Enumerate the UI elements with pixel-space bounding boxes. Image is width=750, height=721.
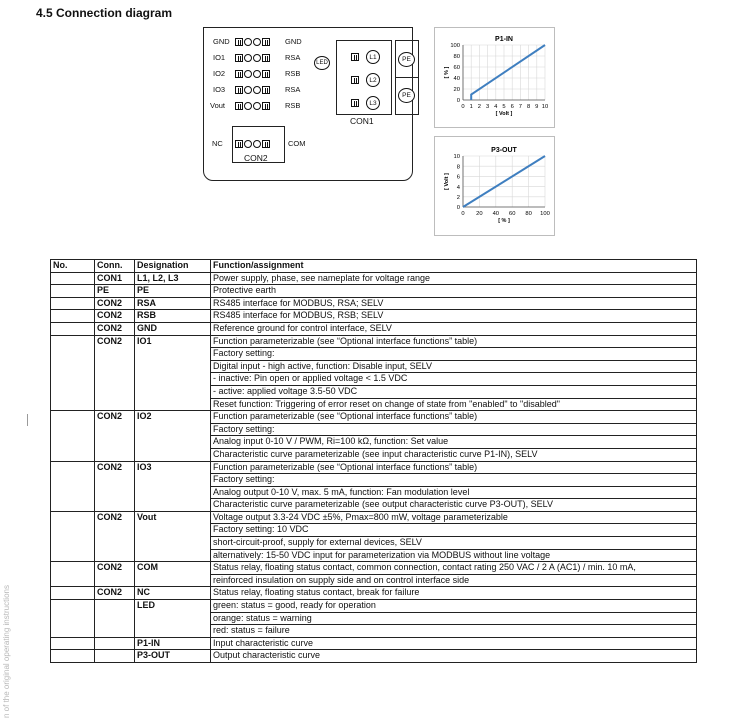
pe-terminal-bottom: PE: [398, 88, 415, 103]
con2-label: CON2: [244, 153, 268, 163]
function-line: Function parameterizable (see “Optional interface functions” table): [213, 335, 478, 346]
function-line: Status relay, floating status contact, break for failure: [213, 587, 420, 598]
cell-function: [211, 411, 697, 461]
cell-designation: NC: [135, 587, 211, 600]
margin-mark: [27, 414, 28, 426]
table-row: [51, 587, 697, 600]
cell-conn: CON2: [95, 322, 135, 335]
pin-label-left: GND: [213, 37, 230, 46]
cell-designation: P3-OUT: [135, 650, 211, 663]
cell-designation: P1-IN: [135, 637, 211, 650]
function-line: Factory setting:: [211, 473, 696, 486]
function-line: Power supply, phase, see nameplate for voltage range: [213, 272, 430, 283]
table-row: [51, 600, 697, 638]
y-tick-label: 8: [456, 164, 460, 171]
function-line: Reference ground for control interface, SELV: [213, 322, 392, 333]
y-tick-label: 20: [453, 87, 460, 94]
y-tick-label: 40: [453, 76, 460, 83]
table-header-row: [51, 260, 697, 273]
function-line: green: status = good, ready for operation: [213, 600, 376, 611]
table-body: [51, 272, 697, 662]
cell-no: [51, 562, 95, 587]
function-line: - active: applied voltage 3.5-50 VDC: [211, 385, 696, 398]
cell-conn: CON2: [95, 335, 135, 411]
function-line: Function parameterizable (see “Optional interface functions” table): [213, 461, 478, 472]
cell-no: [51, 637, 95, 650]
p3-out-chart-svg: [435, 137, 554, 235]
cell-no: [51, 335, 95, 411]
y-axis-label: [ % ]: [444, 66, 450, 79]
con1-box: [336, 40, 392, 115]
table-row: [51, 511, 697, 561]
cell-function: [211, 587, 697, 600]
pin-row: [235, 37, 270, 47]
cell-designation: PE: [135, 285, 211, 298]
pin-label-left: IO1: [213, 53, 226, 62]
cell-function: [211, 461, 697, 511]
cell-no: [51, 272, 95, 285]
nc-label: NC: [212, 139, 223, 148]
cell-function: [211, 562, 697, 587]
x-tick-label: 2: [477, 104, 482, 110]
cell-no: [51, 600, 95, 638]
col-header-no: No.: [51, 260, 95, 273]
cell-no: [51, 322, 95, 335]
x-axis-label: [ Volt ]: [495, 111, 513, 117]
function-line: Function parameterizable (see “Optional interface functions” table): [213, 411, 478, 422]
terminal-l1: L1: [366, 50, 380, 64]
x-tick-label: 8: [526, 104, 531, 110]
section-heading: 4.5 Connection diagram: [36, 6, 173, 20]
cell-conn: CON2: [95, 411, 135, 461]
function-line: RS485 interface for MODBUS, RSB; SELV: [213, 310, 384, 321]
table-row: [51, 461, 697, 511]
y-tick-label: 0: [456, 205, 460, 212]
cell-conn: PE: [95, 285, 135, 298]
function-line: red: status = failure: [211, 624, 696, 637]
table-row: [51, 310, 697, 323]
x-tick-label: 100: [540, 211, 550, 217]
terminal-l3: L3: [366, 96, 380, 110]
function-line: Voltage output 3.3-24 VDC ±5%, Pmax=800 mW, voltage parameterizable: [213, 511, 508, 522]
cell-function: [211, 511, 697, 561]
x-tick-label: 7: [518, 104, 523, 110]
led-indicator: LED: [314, 56, 330, 70]
cell-no: [51, 285, 95, 298]
table-row: [51, 335, 697, 411]
x-tick-label: 20: [476, 211, 483, 217]
function-line: short-circuit-proof, supply for external devices, SELV: [211, 536, 696, 549]
function-line: alternatively: 15-50 VDC input for parameterization via MODBUS without line voltage: [211, 549, 696, 562]
table-row: [51, 650, 697, 663]
cell-designation: IO2: [135, 411, 211, 461]
x-tick-label: 10: [541, 104, 549, 110]
pin-label-right: RSA: [285, 53, 301, 62]
cell-conn: CON2: [95, 587, 135, 600]
com-label: COM: [288, 139, 306, 148]
col-header-designation: Designation: [135, 260, 211, 273]
pin-label-left: Vout: [210, 101, 226, 110]
y-tick-label: 10: [453, 154, 460, 161]
function-line: RS485 interface for MODBUS, RSA; SELV: [213, 297, 384, 308]
cell-conn: CON2: [95, 562, 135, 587]
cell-conn: [95, 600, 135, 638]
terminal-l2: L2: [366, 73, 380, 87]
function-line: Output characteristic curve: [213, 650, 321, 661]
table-row: [51, 637, 697, 650]
connection-table: [50, 259, 697, 663]
col-header-function: Function/assignment: [211, 260, 697, 273]
x-tick-label: 60: [508, 211, 516, 217]
cell-no: [51, 297, 95, 310]
y-tick-label: 80: [453, 54, 460, 61]
x-tick-label: 80: [525, 211, 532, 217]
y-tick-label: 0: [456, 98, 460, 105]
cell-no: [51, 587, 95, 600]
pin-row: [235, 69, 270, 79]
pe-box: [395, 40, 419, 115]
cell-no: [51, 650, 95, 663]
function-line: Reset function: Triggering of error reset on change of state from "enabled" to "disabled": [211, 398, 696, 411]
table-row: [51, 322, 697, 335]
cell-conn: CON2: [95, 310, 135, 323]
cell-designation: GND: [135, 322, 211, 335]
cell-designation: LED: [135, 600, 211, 638]
function-line: Characteristic curve parameterizable (see output characteristic curve P3-OUT), SELV: [211, 498, 696, 511]
cell-function: [211, 297, 697, 310]
function-line: Characteristic curve parameterizable (see input characteristic curve P1-IN), SELV: [211, 448, 696, 461]
cell-function: [211, 335, 697, 411]
cell-function: [211, 650, 697, 663]
function-line: orange: status = warning: [211, 612, 696, 625]
pin-label-left: IO3: [213, 85, 226, 94]
function-line: Factory setting:: [211, 423, 696, 436]
table-row: [51, 411, 697, 461]
cell-conn: [95, 650, 135, 663]
y-axis-label: [ Volt ]: [444, 173, 450, 190]
x-tick-label: 0: [461, 104, 465, 110]
x-tick-label: 40: [492, 211, 500, 217]
cell-conn: CON1: [95, 272, 135, 285]
pin-row: [235, 85, 270, 95]
function-line: Analog input 0-10 V / PWM, Ri=100 kΩ, function: Set value: [211, 435, 696, 448]
function-line: Analog output 0-10 V, max. 5 mA, function: Fan modulation level: [211, 486, 696, 499]
function-line: reinforced insulation on supply side and on control interface side: [211, 574, 696, 587]
function-line: Factory setting: 10 VDC: [211, 523, 696, 536]
function-line: Status relay, floating status contact, common connection, contact rating 250 VAC / 2 A (AC1) / min. 10 mA,: [213, 562, 636, 573]
x-axis-label: [ % ]: [498, 218, 510, 224]
function-line: Protective earth: [213, 285, 277, 296]
x-tick-label: 5: [502, 104, 506, 110]
function-line: Input characteristic curve: [213, 637, 314, 648]
pin-label-right: RSA: [285, 85, 301, 94]
pin-label-left: IO2: [213, 69, 226, 78]
x-tick-label: 0: [461, 211, 465, 217]
y-tick-label: 4: [456, 184, 460, 191]
cell-function: [211, 637, 697, 650]
y-tick-label: 60: [453, 65, 460, 72]
chart-title: P1-IN: [495, 36, 513, 43]
x-tick-label: 1: [469, 104, 473, 110]
cell-conn: [95, 637, 135, 650]
cell-no: [51, 511, 95, 561]
x-tick-label: 4: [494, 104, 498, 110]
nc-com-pins: [235, 139, 270, 149]
cell-no: [51, 411, 95, 461]
x-tick-label: 9: [535, 104, 539, 110]
function-line: - inactive: Pin open or applied voltage < 1.5 VDC: [211, 372, 696, 385]
cell-designation: L1, L2, L3: [135, 272, 211, 285]
chart-p1-in: [434, 27, 555, 128]
cell-designation: RSB: [135, 310, 211, 323]
table-row: [51, 562, 697, 587]
cell-designation: Vout: [135, 511, 211, 561]
connection-diagram: [203, 27, 413, 181]
cell-conn: CON2: [95, 461, 135, 511]
cell-designation: IO1: [135, 335, 211, 411]
y-tick-label: 100: [450, 43, 460, 50]
function-line: Factory setting:: [211, 347, 696, 360]
y-tick-label: 2: [456, 195, 460, 201]
chart-p3-out: [434, 136, 555, 236]
con1-label: CON1: [350, 116, 374, 126]
cell-designation: RSA: [135, 297, 211, 310]
function-line: Digital input - high active, function: Disable input, SELV: [211, 360, 696, 373]
cell-no: [51, 310, 95, 323]
cell-function: [211, 310, 697, 323]
cell-designation: COM: [135, 562, 211, 587]
y-tick-label: 6: [456, 174, 460, 181]
table-row: [51, 285, 697, 298]
side-margin-text: n of the original operating instructions: [2, 585, 11, 718]
cell-function: [211, 322, 697, 335]
x-tick-label: 3: [485, 104, 490, 110]
cell-conn: CON2: [95, 297, 135, 310]
pin-label-right: RSB: [285, 69, 301, 78]
chart-title: P3-OUT: [491, 147, 517, 154]
cell-no: [51, 461, 95, 511]
pin-row: [235, 53, 270, 63]
pin-label-right: GND: [285, 37, 302, 46]
table-row: [51, 297, 697, 310]
cell-designation: IO3: [135, 461, 211, 511]
table-row: [51, 272, 697, 285]
p1-in-chart-svg: [435, 28, 554, 127]
pin-label-right: RSB: [285, 101, 301, 110]
cell-function: [211, 272, 697, 285]
cell-conn: CON2: [95, 511, 135, 561]
pe-terminal-top: PE: [398, 52, 415, 67]
series-line: [463, 156, 545, 207]
series-line: [471, 45, 545, 100]
x-tick-label: 6: [510, 104, 514, 110]
pin-row: [235, 101, 270, 111]
cell-function: [211, 600, 697, 638]
col-header-conn: Conn.: [95, 260, 135, 273]
cell-function: [211, 285, 697, 298]
